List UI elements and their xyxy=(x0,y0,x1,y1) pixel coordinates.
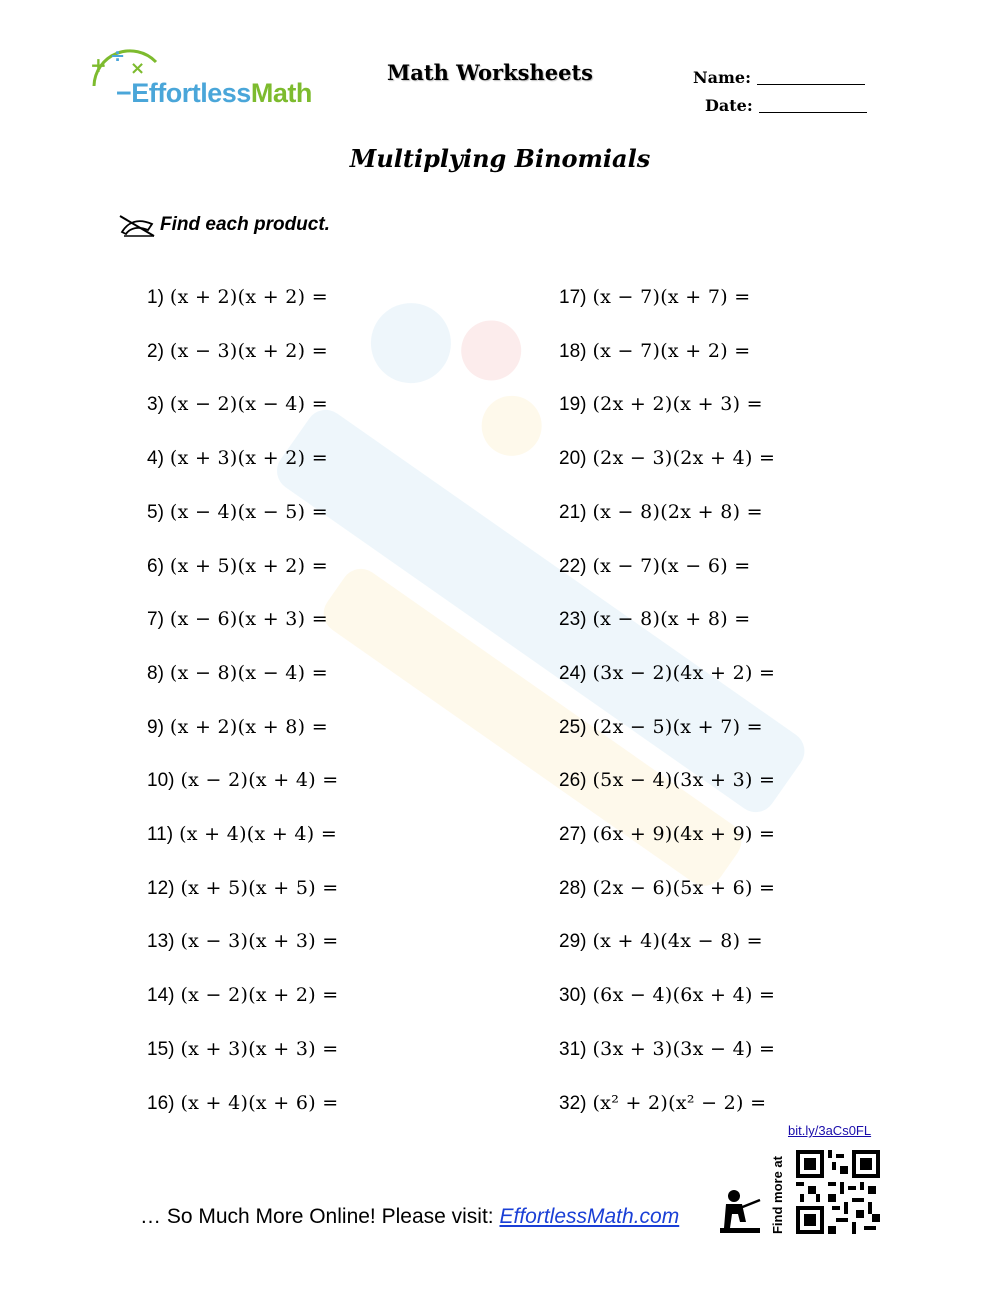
problem-item xyxy=(147,819,337,849)
problem-number: 10) xyxy=(147,770,175,792)
problem-item xyxy=(147,551,328,581)
problem-expression: (x − 2)(x − 4) = xyxy=(169,393,328,416)
problem-expression: (3x + 3)(3x − 4) = xyxy=(592,1037,776,1060)
problem-number: 4) xyxy=(147,448,164,470)
problem-number: 19) xyxy=(559,394,587,416)
site-link[interactable]: EffortlessMath.com xyxy=(499,1205,680,1228)
problem-number: 24) xyxy=(559,662,587,684)
instruction-text: Find each product. xyxy=(160,214,330,235)
svg-text:+: + xyxy=(90,53,107,77)
find-more-label: Find more at xyxy=(770,1156,785,1235)
problem-number: 21) xyxy=(559,501,587,523)
problem-expression: (6x − 4)(6x + 4) = xyxy=(592,984,776,1007)
problem-expression: (x − 3)(x + 2) = xyxy=(169,339,328,362)
problem-item xyxy=(147,336,328,366)
problem-expression: (x − 4)(x − 5) = xyxy=(169,500,328,523)
problem-item xyxy=(559,336,750,366)
problem-expression: (x − 7)(x + 2) = xyxy=(592,339,751,362)
problem-item xyxy=(147,873,338,903)
problem-number: 27) xyxy=(559,824,587,845)
problem-item xyxy=(559,980,775,1010)
problem-expression: (x − 3)(x + 3) = xyxy=(180,930,339,953)
footer-message: … So Much More Online! Please visit: xyxy=(140,1205,500,1228)
problem-item xyxy=(147,497,328,527)
problem-number: 8) xyxy=(147,662,164,684)
problem-number: 2) xyxy=(147,340,164,362)
problem-expression: (x − 7)(x + 7) = xyxy=(592,286,751,308)
problem-expression: (x − 6)(x + 3) = xyxy=(169,608,328,631)
problem-expression: (x − 7)(x − 6) = xyxy=(592,554,751,577)
problem-number: 30) xyxy=(559,985,587,1007)
problem-number: 13) xyxy=(147,931,175,953)
problem-number: 18) xyxy=(559,340,587,362)
problem-item xyxy=(559,819,775,849)
problem-item xyxy=(559,1088,766,1118)
problem-number: 6) xyxy=(147,555,164,577)
problem-item xyxy=(147,658,328,688)
problem-item xyxy=(147,443,328,473)
problem-expression: (2x − 6)(5x + 6) = xyxy=(592,876,776,899)
svg-text:×: × xyxy=(130,58,146,79)
problem-expression: (x + 2)(x + 8) = xyxy=(169,715,328,738)
problem-item xyxy=(147,765,338,795)
problem-number: 31) xyxy=(559,1038,587,1060)
problem-number: 26) xyxy=(559,770,587,792)
date-label: Date: xyxy=(705,96,753,115)
problem-item xyxy=(559,873,775,903)
svg-text:÷: ÷ xyxy=(110,46,126,67)
teacher-pointer-icon xyxy=(716,1188,776,1236)
problem-item xyxy=(147,926,338,956)
problem-expression: (x − 8)(x + 8) = xyxy=(592,608,751,631)
problem-expression: (x + 4)(x + 6) = xyxy=(180,1091,339,1114)
problem-expression: (x + 5)(x + 2) = xyxy=(169,554,328,577)
logo-text: −EffortlessMath xyxy=(116,78,312,108)
problem-item xyxy=(559,497,763,527)
problem-expression: (x + 4)(x + 4) = xyxy=(179,823,338,845)
problem-expression: (2x − 3)(2x + 4) = xyxy=(592,447,776,470)
problem-item xyxy=(147,389,328,419)
problem-item xyxy=(559,282,750,312)
problem-expression: (x − 8)(x − 4) = xyxy=(169,661,328,684)
problem-item xyxy=(147,980,338,1010)
problem-expression: (x + 2)(x + 2) = xyxy=(169,286,328,308)
worksheet-title: Multiplying Binomials xyxy=(349,144,651,173)
short-link[interactable]: bit.ly/3aCs0FL xyxy=(788,1123,872,1138)
problem-number: 7) xyxy=(147,609,164,631)
problem-expression: (2x − 5)(x + 7) = xyxy=(592,715,763,738)
problem-number: 20) xyxy=(559,448,587,470)
problem-item xyxy=(147,282,328,312)
problem-expression: (x + 3)(x + 3) = xyxy=(180,1037,339,1060)
problem-number: 23) xyxy=(559,609,587,631)
problem-number: 9) xyxy=(147,716,164,738)
problem-expression: (x − 2)(x + 2) = xyxy=(180,984,339,1007)
problem-number: 3) xyxy=(147,394,164,416)
problem-number: 22) xyxy=(559,555,587,577)
problem-item xyxy=(147,1088,338,1118)
problem-expression: (x − 8)(2x + 8) = xyxy=(592,500,763,523)
problem-item xyxy=(559,712,763,742)
problem-item xyxy=(559,604,750,634)
qr-code-icon[interactable] xyxy=(796,1150,880,1234)
problem-number: 11) xyxy=(147,824,174,845)
problem-number: 12) xyxy=(147,877,175,899)
name-label: Name: xyxy=(693,68,752,87)
problem-expression: (5x − 4)(3x + 3) = xyxy=(592,769,776,792)
problem-item xyxy=(147,1034,338,1064)
problem-number: 1) xyxy=(147,287,164,308)
problem-item xyxy=(559,926,763,956)
problem-item xyxy=(559,551,750,581)
problem-number: 14) xyxy=(147,985,175,1007)
problem-expression: (x² + 2)(x² − 2) = xyxy=(592,1091,767,1114)
problem-expression: (x + 3)(x + 2) = xyxy=(169,447,328,470)
footer-text xyxy=(140,1205,679,1229)
problem-expression: (2x + 2)(x + 3) = xyxy=(592,393,763,416)
problem-item xyxy=(559,658,775,688)
problem-expression: (x + 4)(4x − 8) = xyxy=(592,930,763,953)
header-title: Math Worksheets xyxy=(387,60,593,85)
problem-item xyxy=(559,443,775,473)
problem-item xyxy=(559,765,775,795)
problem-expression: (3x − 2)(4x + 2) = xyxy=(592,661,776,684)
problem-number: 16) xyxy=(147,1092,175,1114)
problem-number: 15) xyxy=(147,1038,175,1060)
problem-item xyxy=(147,604,328,634)
problem-number: 25) xyxy=(559,716,587,738)
problem-number: 32) xyxy=(559,1092,587,1114)
problem-number: 17) xyxy=(559,287,587,308)
problem-expression: (6x + 9)(4x + 9) = xyxy=(592,823,776,845)
problem-item xyxy=(559,1034,775,1064)
problem-expression: (x + 5)(x + 5) = xyxy=(180,876,339,899)
problem-number: 28) xyxy=(559,877,587,899)
problem-number: 29) xyxy=(559,931,587,953)
problem-item xyxy=(559,389,763,419)
problem-number: 5) xyxy=(147,501,164,523)
problem-item xyxy=(147,712,328,742)
problem-expression: (x − 2)(x + 4) = xyxy=(180,769,339,792)
